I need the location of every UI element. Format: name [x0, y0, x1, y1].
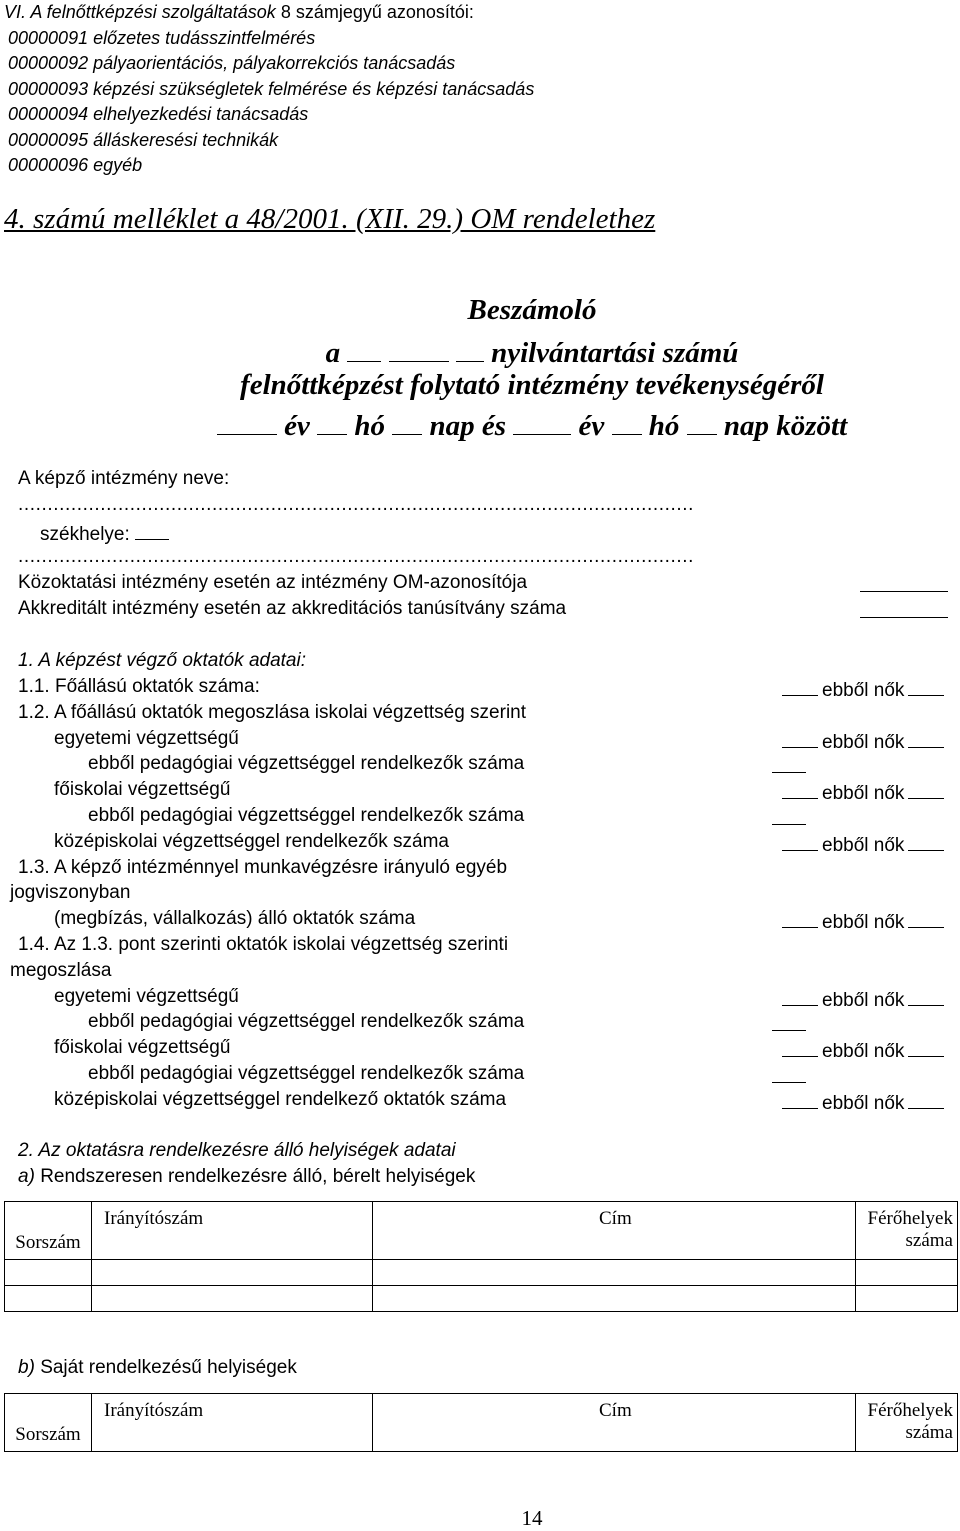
form-row — [0, 960, 960, 986]
blank-line — [782, 908, 818, 928]
table-row — [5, 1260, 958, 1286]
report-day-between: nap között — [723, 410, 848, 442]
women-label: ebből nők — [822, 912, 905, 934]
table-cell[interactable] — [856, 1260, 958, 1286]
women-count-field — [782, 908, 944, 934]
form-row — [0, 908, 960, 934]
form-row — [0, 702, 960, 728]
form-row — [0, 728, 960, 754]
blank-line — [389, 332, 449, 362]
women-count-field — [782, 1089, 944, 1115]
table-header-row — [5, 1394, 958, 1452]
services-title-suffix: 8 számjegyű azonosítói: — [280, 2, 474, 22]
service-item: 00000094 elhelyezkedési tanácsadás — [8, 104, 309, 124]
rented-rooms-table — [4, 1201, 958, 1312]
form-row-label: egyetemi végzettségű — [54, 985, 239, 1007]
women-label: ebből nők — [822, 731, 905, 753]
women-label: ebből nők — [822, 989, 905, 1011]
form-row-label — [18, 934, 508, 956]
women-count-field — [782, 779, 944, 805]
report-line3: felnőttképzést folytató intézmény tevékenységéről — [240, 369, 824, 401]
form-row-label: ebből pedagógiai végzettséggel rendelkezők száma — [88, 1063, 525, 1084]
blank-line — [908, 676, 944, 696]
section2-a — [18, 1166, 475, 1188]
table-cell[interactable] — [856, 1286, 958, 1312]
form-row-label: jogviszonyban — [10, 882, 131, 904]
form-row-number: 1.2. — [18, 701, 50, 723]
form-row-text: A főállású oktatók megoszlása iskolai végzettség szerint — [53, 701, 527, 723]
institution-seat-dots: ................................................................................................................... — [18, 546, 695, 567]
women-count-field — [782, 986, 944, 1012]
services-title-prefix: VI. A felnőttképzési szolgáltatások — [4, 2, 276, 22]
blank-line — [782, 1037, 818, 1057]
form-row-label: egyetemi végzettségű — [54, 727, 239, 749]
institution-seat-label: székhelye: — [40, 524, 130, 545]
accreditation-field — [860, 598, 948, 624]
table-cell[interactable] — [92, 1260, 373, 1286]
blank-line — [772, 805, 806, 825]
form-row-label: középiskolai végzettséggel rendelkezők száma — [54, 830, 449, 852]
blank-line — [772, 1011, 806, 1031]
report-title: Beszámoló — [467, 294, 597, 326]
blank-line — [782, 676, 818, 696]
women-label: ebből nők — [822, 834, 905, 856]
blank-line — [908, 1089, 944, 1109]
om-id-label: Közoktatási intézmény esetén az intézmény OM-azonosítója — [18, 572, 528, 593]
form-row-text: A képző intézménnyel munkavégzésre irányuló egyéb — [53, 856, 508, 878]
form-row-label: középiskolai végzettséggel rendelkező oktatók száma — [54, 1088, 507, 1110]
form-row-label — [18, 676, 260, 698]
blank-line — [135, 520, 169, 540]
service-item: 00000093 képzési szükségletek felmérése és képzési tanácsadás — [8, 78, 535, 99]
form-row-label: ebből pedagógiai végzettséggel rendelkezők száma — [88, 753, 525, 775]
report-registration: nyilvántartási számú — [491, 337, 739, 369]
blank-line — [217, 405, 277, 435]
header-irsz: Irányítószám — [92, 1394, 373, 1452]
form-row — [0, 986, 960, 1012]
table-cell[interactable] — [92, 1286, 373, 1312]
blank-line — [347, 332, 381, 362]
form-row — [0, 882, 960, 908]
table-cell[interactable] — [373, 1260, 856, 1286]
report-year: év — [578, 410, 605, 442]
service-item: 00000092 pályaorientációs, pályakorrekciós tanácsadás — [8, 53, 456, 73]
women-label: ebből nők — [822, 1041, 905, 1063]
form-row — [0, 779, 960, 805]
blank-line — [772, 1063, 806, 1083]
form-row-text: Az 1.3. pont szerinti oktatók iskolai végzettség szerinti — [53, 934, 509, 955]
form-row-label: megoszlása — [10, 959, 112, 981]
form-row-label: főiskolai végzettségű — [54, 1037, 231, 1059]
form-row — [0, 1063, 960, 1089]
report-period — [0, 405, 960, 443]
form-row-label: főiskolai végzettségű — [54, 779, 231, 801]
form-row-label: (megbízás, vállalkozás) álló oktatók száma — [54, 908, 416, 930]
blank-line — [782, 1089, 818, 1109]
count-field — [772, 1011, 806, 1037]
section2-a-letter: a) — [18, 1166, 35, 1187]
blank-line — [860, 572, 948, 592]
section2-title: 2. Az oktatásra rendelkezésre álló helyiségek adatai — [18, 1140, 456, 1161]
form-row — [0, 753, 960, 779]
section2-a-text: Rendszeresen rendelkezésre álló, bérelt helyiségek — [40, 1166, 476, 1187]
form-row-number: 1.1. — [18, 676, 50, 697]
header-sorszam: Sorszám — [5, 1202, 92, 1260]
table-cell[interactable] — [5, 1286, 92, 1312]
women-label: ebből nők — [822, 783, 905, 805]
blank-line — [782, 779, 818, 799]
header-cim: Cím — [373, 1202, 856, 1260]
service-item: 00000096 egyéb — [8, 155, 143, 175]
page-number: 14 — [521, 1506, 543, 1530]
form-row-label — [18, 857, 507, 879]
report-day-and: nap és — [429, 410, 506, 442]
form-row-text: Főállású oktatók száma: — [54, 676, 260, 697]
table-cell[interactable] — [373, 1286, 856, 1312]
report-year: év — [284, 410, 310, 442]
section2-b — [18, 1357, 297, 1379]
blank-line — [317, 405, 347, 435]
own-rooms-table — [4, 1393, 958, 1452]
form-row-number: 1.3. — [18, 856, 50, 878]
form-row-label: ebből pedagógiai végzettséggel rendelkezők száma — [88, 805, 525, 826]
blank-line — [908, 986, 944, 1006]
blank-line — [908, 728, 944, 748]
women-count-field — [782, 1037, 944, 1063]
blank-line — [772, 753, 806, 773]
service-item: 00000095 álláskeresési technikák — [8, 129, 279, 150]
form-row — [0, 857, 960, 883]
section1-title: 1. A képzést végző oktatók adatai: — [18, 650, 306, 671]
form-row-label: ebből pedagógiai végzettséggel rendelkezők száma — [88, 1011, 525, 1033]
blank-line — [687, 405, 717, 435]
blank-line — [782, 728, 818, 748]
form-row — [0, 934, 960, 960]
blank-line — [908, 908, 944, 928]
women-count-field — [782, 728, 944, 754]
form-row — [0, 1011, 960, 1037]
accreditation-label: Akkreditált intézmény esetén az akkreditációs tanúsítvány száma — [18, 598, 567, 619]
count-field — [772, 753, 806, 779]
form-row — [0, 676, 960, 702]
header-irsz: Irányítószám — [92, 1202, 373, 1260]
blank-line — [860, 598, 948, 618]
women-count-field — [782, 831, 944, 857]
women-count-field — [782, 676, 944, 702]
header-cim: Cím — [373, 1394, 856, 1452]
report-line2 — [0, 332, 960, 370]
blank-line — [456, 332, 484, 362]
services-block — [4, 0, 534, 179]
form-row-number: 1.4. — [18, 934, 50, 955]
women-label: ebből nők — [822, 680, 905, 701]
header-ferohely: Férőhelyek száma — [856, 1202, 958, 1260]
blank-line — [392, 405, 422, 435]
count-field — [772, 805, 806, 831]
header-sorszam: Sorszám — [5, 1394, 92, 1452]
blank-line — [908, 779, 944, 799]
annex-title: 4. számú melléklet a 48/2001. (XII. 29.) OM rendelethez — [4, 203, 656, 235]
header-ferohely: Férőhelyek száma — [856, 1394, 958, 1452]
report-month: hó — [354, 410, 385, 442]
form-row — [0, 831, 960, 857]
blank-line — [782, 831, 818, 851]
table-cell[interactable] — [5, 1260, 92, 1286]
report-month: hó — [648, 410, 680, 442]
institution-name-label: A képző intézmény neve: — [18, 468, 230, 489]
blank-line — [908, 1037, 944, 1057]
count-field — [772, 1063, 806, 1089]
table-row — [5, 1286, 958, 1312]
blank-line — [612, 405, 642, 435]
institution-name-dots: ................................................................................................................... — [18, 494, 695, 515]
section2-b-text: Saját rendelkezésű helyiségek — [40, 1357, 297, 1378]
services-title — [4, 0, 534, 26]
form-row — [0, 1089, 960, 1115]
institution-seat — [40, 520, 169, 546]
report-a: a — [325, 337, 341, 369]
form-row-label — [18, 702, 526, 724]
table-header-row — [5, 1202, 958, 1260]
blank-line — [782, 986, 818, 1006]
blank-line — [908, 831, 944, 851]
service-item: 00000091 előzetes tudásszintfelmérés — [8, 27, 316, 48]
blank-line — [513, 405, 571, 435]
form-row — [0, 1037, 960, 1063]
section2-b-letter: b) — [18, 1357, 35, 1378]
form-row — [0, 805, 960, 831]
women-label: ebből nők — [822, 1092, 905, 1114]
om-id-field — [860, 572, 948, 598]
